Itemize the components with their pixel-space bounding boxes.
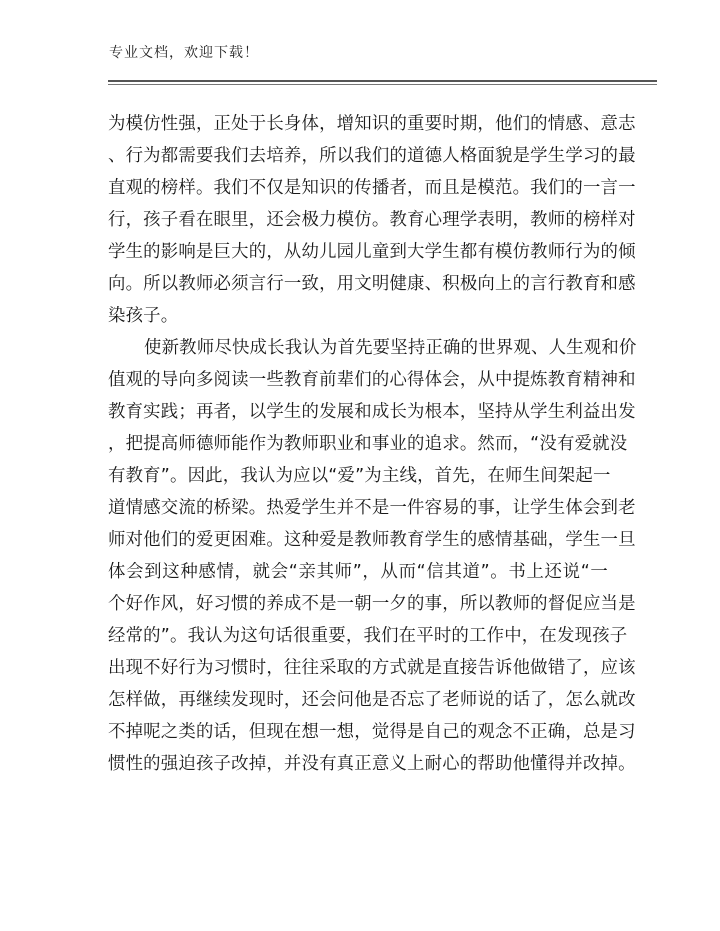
- text-line: 不掉呢之类的话，但现在想一想，觉得是自己的观念不正确，总是习: [108, 722, 636, 742]
- text-line: 、行为都需要我们去培养，所以我们的道德人格面貌是学生学习的最: [108, 146, 636, 166]
- document-body: [108, 108, 637, 780]
- text-line: 为模仿性强，正处于长身体，增知识的重要时期，他们的情感、意志: [108, 114, 636, 134]
- text-line: 直观的榜样。我们不仅是知识的传播者，而且是模范。我们的一言一: [108, 178, 636, 198]
- text-line: 教育实践；再者，以学生的发展和成长为根本，坚持从学生利益出发: [108, 402, 636, 422]
- text-line: 个好作风，好习惯的养成不是一朝一夕的事，所以教师的督促应当是: [108, 594, 636, 614]
- text-line: 师对他们的爱更困难。这种爱是教师教育学生的感情基础，学生一旦: [108, 530, 636, 550]
- text-line: 行，孩子看在眼里，还会极力模仿。教育心理学表明，教师的榜样对: [108, 210, 636, 230]
- text-line: 经常的”。我认为这句话很重要，我们在平时的工作中，在发现孩子: [108, 626, 628, 646]
- text-line: 道情感交流的桥梁。热爱学生并不是一件容易的事，让学生体会到老: [108, 498, 636, 518]
- header-rule-thin: [108, 84, 657, 85]
- paragraph-2: [108, 332, 637, 780]
- text-line: 染孩子。: [108, 306, 179, 326]
- text-line: 有教育”。因此，我认为应以“爱”为主线，首先，在师生间架起一: [108, 466, 611, 486]
- text-line: ，把提高师德师能作为教师职业和事业的追求。然而，“没有爱就没: [108, 434, 628, 454]
- text-line: 体会到这种感情，就会“亲其师”，从而“信其道”。书上还说“一: [108, 562, 608, 582]
- text-line: 值观的导向多阅读一些教育前辈们的心得体会，从中提炼教育精神和: [108, 370, 636, 390]
- text-line: 使新教师尽快成长我认为首先要坚持正确的世界观、人生观和价: [144, 338, 637, 358]
- text-line: 出现不好行为习惯时，往往采取的方式就是直接告诉他做错了，应该: [108, 658, 636, 678]
- header-text: 专业文档，欢迎下载！: [109, 45, 259, 61]
- header-rule-thick: [108, 80, 657, 82]
- text-line: 怎样做，再继续发现时，还会问他是否忘了老师说的话了，怎么就改: [108, 690, 636, 710]
- text-line: 向。所以教师必须言行一致，用文明健康、积极向上的言行教育和感: [108, 274, 636, 294]
- text-line: 学生的影响是巨大的，从幼儿园儿童到大学生都有模仿教师行为的倾: [108, 242, 636, 262]
- paragraph-1: [108, 108, 636, 332]
- text-line: 惯性的强迫孩子改掉，并没有真正意义上耐心的帮助他懂得并改掉。: [108, 754, 636, 774]
